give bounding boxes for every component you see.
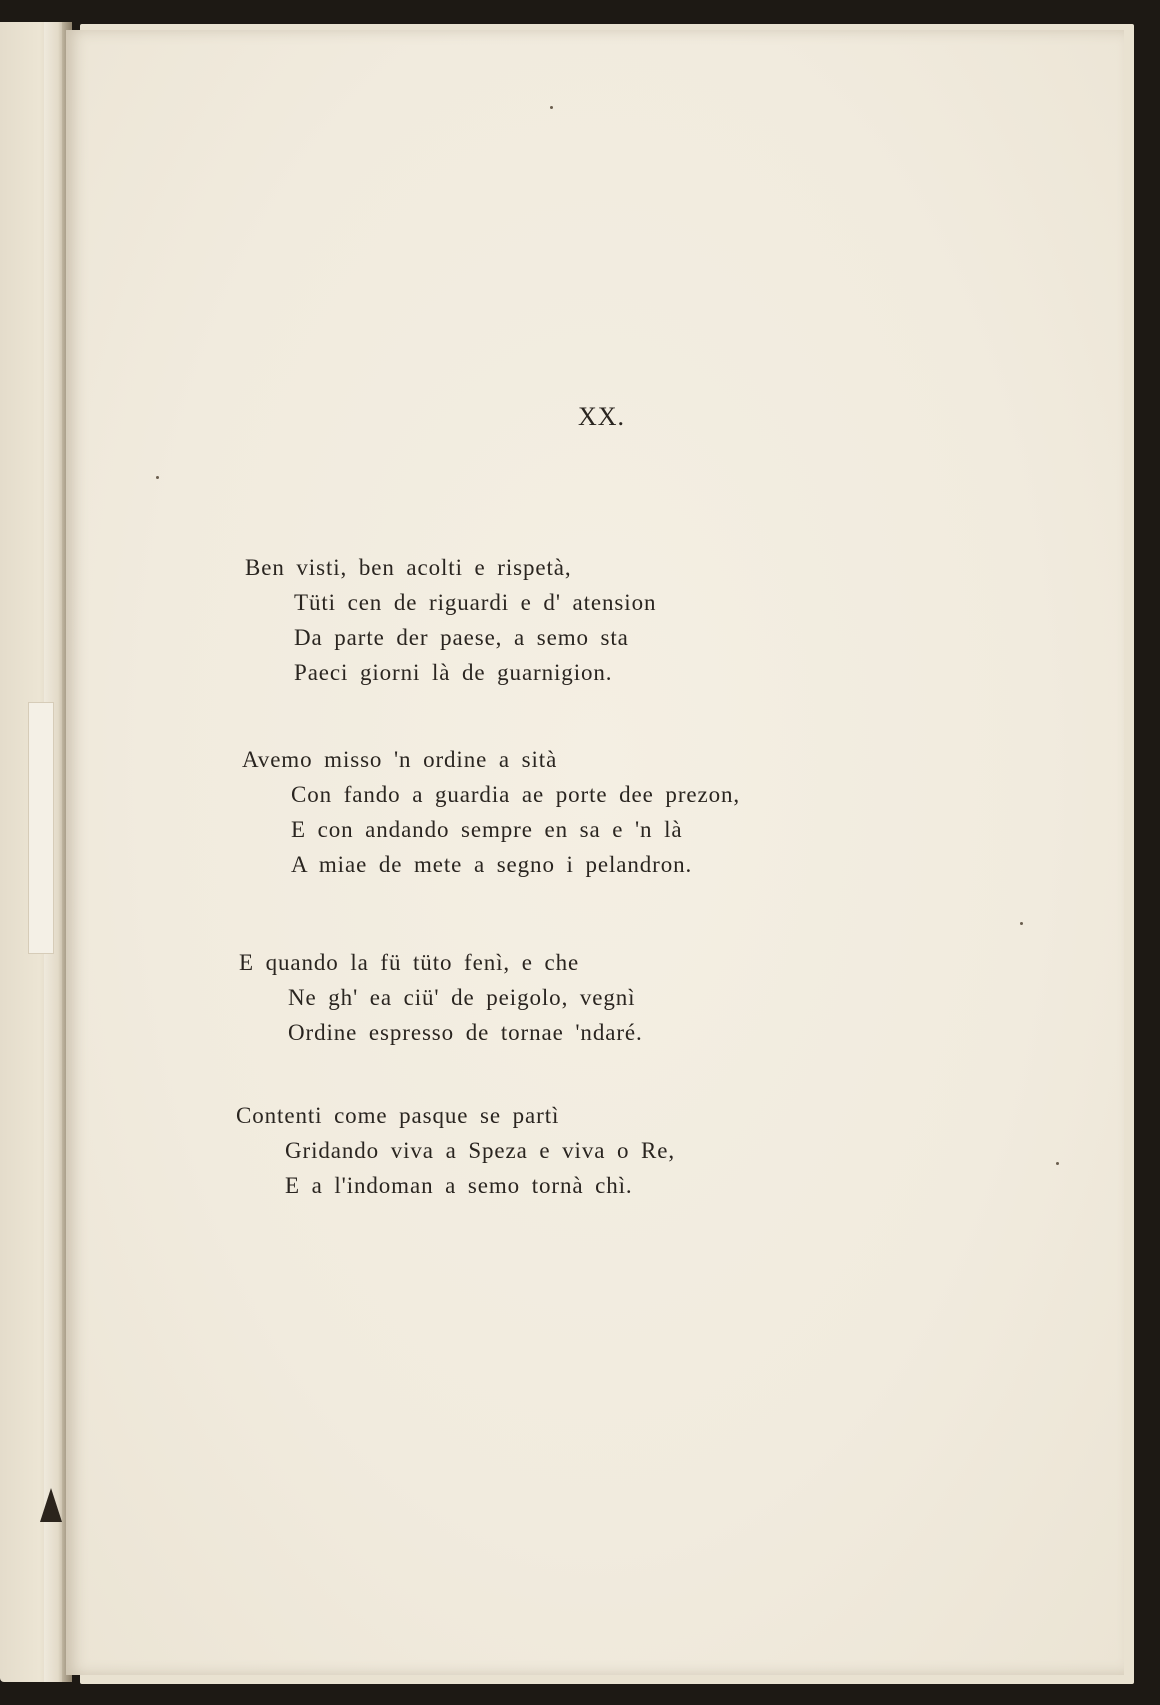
torn-corner (40, 1488, 62, 1522)
paper-speck (156, 476, 159, 479)
paper-speck (550, 106, 553, 109)
verse-line: Tüti cen de riguardi e d' atension (294, 590, 657, 615)
verse-line: Avemo misso 'n ordine a sità (242, 747, 558, 772)
paper-speck (1020, 922, 1023, 925)
paper-speck (1056, 1162, 1059, 1165)
verse-line: Contenti come pasque se partì (236, 1103, 560, 1128)
verse-line: Ordine espresso de tornae 'ndaré. (288, 1020, 643, 1045)
paper-tab (28, 702, 54, 954)
verse-line: Paeci giorni là de guarnigion. (294, 660, 613, 685)
verse-line: Ben visti, ben acolti e rispetà, (245, 555, 572, 580)
verse-line: Con fando a guardia ae porte dee prezon, (291, 782, 741, 807)
stanza-1 (245, 550, 656, 690)
verse-line: A miae de mete a segno i pelandron. (291, 852, 693, 877)
poem-number-heading: XX. (577, 402, 626, 431)
verse-line: Da parte der paese, a semo sta (294, 625, 629, 650)
poem-page (66, 30, 1124, 1675)
verse-line: Ne gh' ea ciü' de peigolo, vegnì (288, 985, 636, 1010)
stanza-2 (242, 742, 740, 882)
stanza-4 (236, 1098, 675, 1203)
verse-line: Gridando viva a Speza e viva o Re, (285, 1138, 676, 1163)
verse-line: E con andando sempre en sa e 'n là (291, 817, 683, 842)
verse-line: E a l'indoman a semo tornà chì. (285, 1173, 633, 1198)
stanza-3 (239, 945, 643, 1050)
verse-line: E quando la fü tüto fenì, e che (239, 950, 580, 975)
previous-page-edge (0, 22, 72, 1682)
